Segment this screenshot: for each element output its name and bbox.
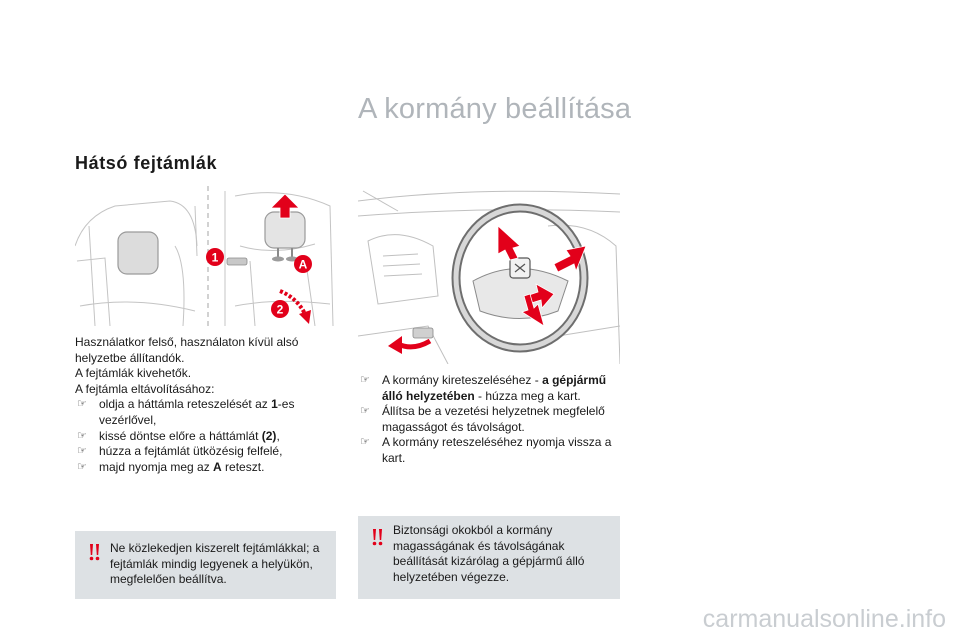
warning-text: Biztonsági okokból a kormány magasságának és távolságának beállítását kizárólag a gépjármű álló helyzetében végezze. <box>393 523 585 584</box>
list-item: ☞ húzza a fejtámlát ütközésig felfelé, <box>77 444 283 459</box>
steering-wheel-illustration <box>358 186 620 364</box>
list-item: ☞ oldja a háttámla reteszelését az 1-es vezérlővel, <box>77 397 295 427</box>
pointing-hand-icon: ☞ <box>360 436 370 449</box>
badge-a: A <box>298 257 308 272</box>
pointing-hand-icon: ☞ <box>77 398 87 411</box>
pointing-hand-icon: ☞ <box>77 460 87 473</box>
intro-line: Használatkor felső, használaton kívül alsó helyzetbe állítandók. <box>75 335 299 365</box>
badge-1: 1 <box>211 250 219 265</box>
list-item: ☞ majd nyomja meg az A reteszt. <box>77 459 265 474</box>
warning-box-steering <box>358 516 620 599</box>
intro-line: A fejtámlák kivehetők. <box>75 366 192 381</box>
pointing-hand-icon: ☞ <box>77 445 87 458</box>
intro-line: A fejtámla eltávolításához: <box>75 381 215 396</box>
list-item: ☞ kissé döntse előre a háttámlát (2), <box>77 428 280 443</box>
watermark: carmanualsonline.info <box>702 605 946 633</box>
pointing-hand-icon: ☞ <box>360 405 370 418</box>
warning-text: Ne közlekedjen kiszerelt fejtámlákkal; a fejtámlák mindig legyenek a helyükön, megfelelően beállítva. <box>110 541 320 587</box>
pointing-hand-icon: ☞ <box>360 374 370 386</box>
list-item: ☞ Állítsa be a vezetési helyzetnek megfelelő magasságot és távolságot. <box>360 404 605 434</box>
left-instructions <box>75 335 337 475</box>
list-item: ☞ A kormány reteszeléséhez nyomja vissza a kart. <box>360 435 612 465</box>
page-title: A kormány beállítása <box>358 93 632 125</box>
warning-exclamation-icon <box>367 527 387 547</box>
pointing-hand-icon: ☞ <box>77 429 87 442</box>
section-title: Hátsó fejtámlák <box>75 153 218 173</box>
warning-exclamation-icon <box>84 542 104 562</box>
illustration-badges <box>205 247 325 327</box>
list-item: ☞ A kormány kireteszeléséhez - a gépjármű álló helyzetében - húzza meg a kart. <box>360 373 607 403</box>
badge-2: 2 <box>276 302 284 317</box>
warning-box-headrests <box>75 531 336 599</box>
right-instructions <box>358 373 620 467</box>
